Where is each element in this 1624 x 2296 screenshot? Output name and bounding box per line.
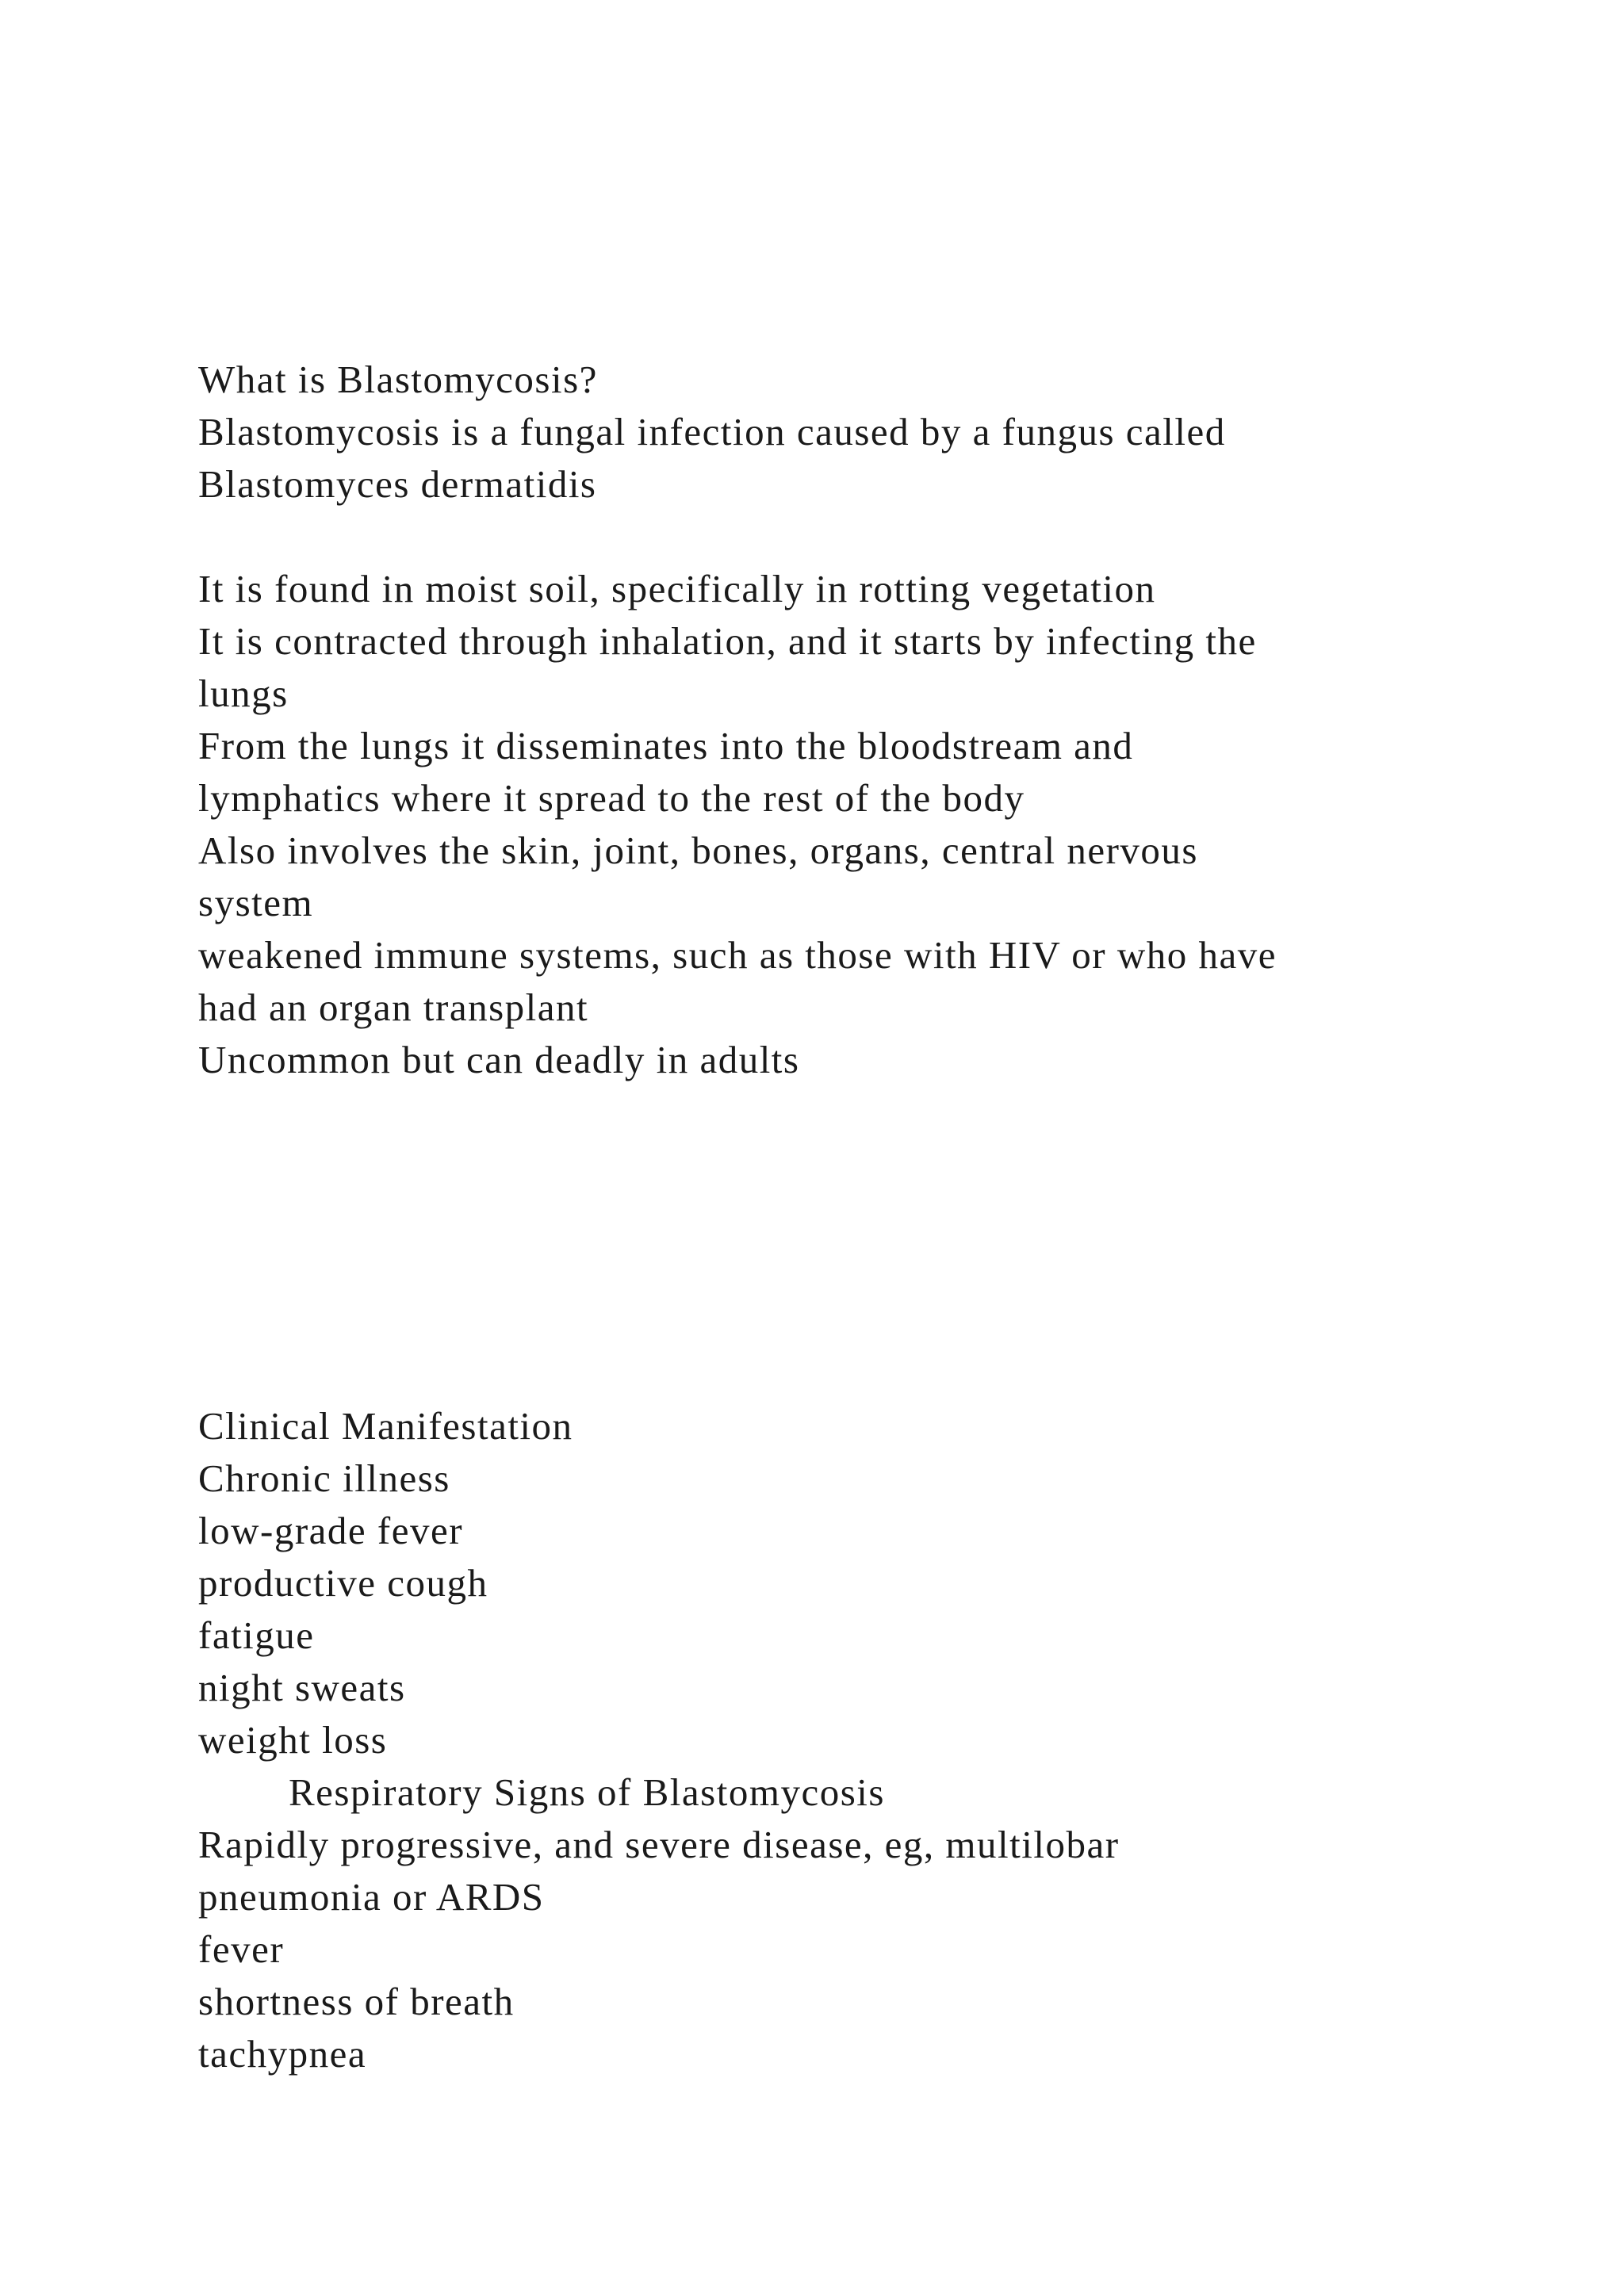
list-item: pneumonia or ARDS <box>198 1875 545 1919</box>
body-line: Blastomycosis is a fungal infection caused by a fungus called <box>198 410 1226 453</box>
section-title: What is Blastomycosis? <box>198 358 598 401</box>
list-item: Rapidly progressive, and severe disease, eg, multilobar <box>198 1823 1120 1866</box>
list-item: Chronic illness <box>198 1456 450 1500</box>
list-item: weight loss <box>198 1718 388 1762</box>
body-line: weakened immune systems, such as those with HIV or who have <box>198 933 1277 977</box>
body-line: lymphatics where it spread to the rest of the body <box>198 776 1025 820</box>
list-item: shortness of breath <box>198 1980 515 2023</box>
body-line: system <box>198 881 314 924</box>
body-line: Blastomyces dermatidis <box>198 462 597 506</box>
body-line: It is found in moist soil, specifically in rotting vegetation <box>198 567 1156 610</box>
list-item: tachypnea <box>198 2032 367 2076</box>
body-line: had an organ transplant <box>198 985 589 1029</box>
list-item: productive cough <box>198 1561 488 1605</box>
list-item: night sweats <box>198 1666 406 1709</box>
body-line: From the lungs it disseminates into the bloodstream and <box>198 724 1134 767</box>
body-line: lungs <box>198 672 289 715</box>
body-line: It is contracted through inhalation, and it starts by infecting the <box>198 619 1257 663</box>
list-item: fatigue <box>198 1613 315 1657</box>
list-item: low-grade fever <box>198 1509 464 1552</box>
list-item: fever <box>198 1927 285 1971</box>
body-line: Uncommon but can deadly in adults <box>198 1038 800 1081</box>
section-title: Clinical Manifestation <box>198 1404 573 1448</box>
subheading: Respiratory Signs of Blastomycosis <box>289 1770 885 1814</box>
body-line: Also involves the skin, joint, bones, organs, central nervous <box>198 828 1198 872</box>
